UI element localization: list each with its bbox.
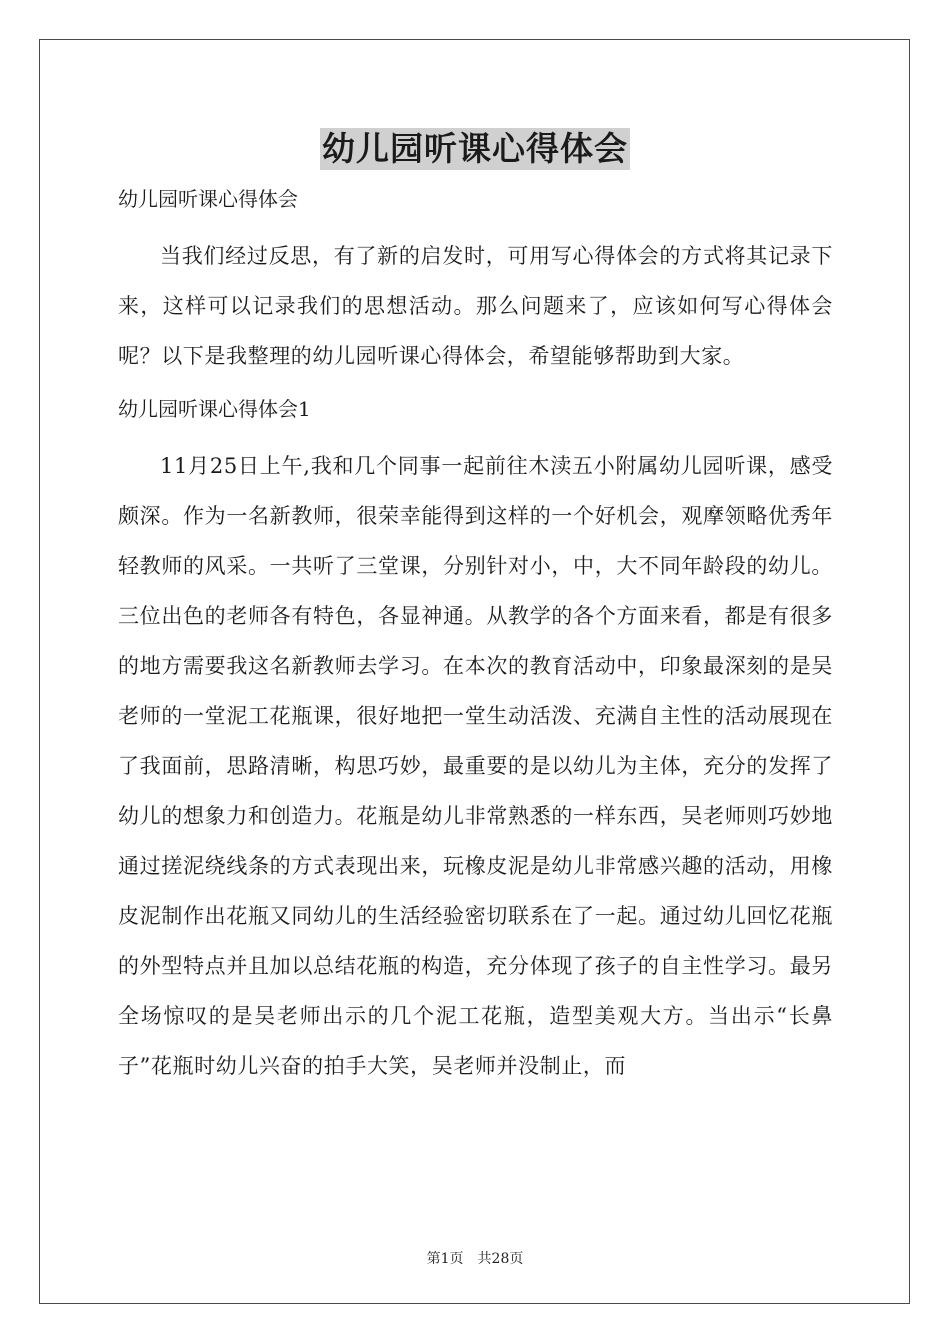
page-footer xyxy=(0,1248,950,1268)
title-block xyxy=(0,128,950,170)
intro-paragraph: 当我们经过反思，有了新的启发时，可用写心得体会的方式将其记录下来，这样可以记录我们的思想活动。那么问题来了，应该如何写心得体会呢？以下是我整理的幼儿园听课心得体会，希望能够帮助到大家。 xyxy=(118,244,833,368)
subheading: 幼儿园听课心得体会 xyxy=(118,187,298,211)
document-title: 幼儿园听课心得体会 xyxy=(322,129,628,168)
section-heading: 幼儿园听课心得体会1 xyxy=(118,397,311,421)
page-number: 第1页 共28页 xyxy=(426,1251,524,1267)
body-paragraph: 11月25日上午,我和几个同事一起前往木渎五小附属幼儿园听课，感受颇深。作为一名新教师，很荣幸能得到这样的一个好机会，观摩领略优秀年轻教师的风采。一共听了三堂课，分别针对小，中，大不同年龄段的幼儿。三位出色的老师各有特色，各显神通。从教学的各个方面来看，都是有很多的地方需要我这名新教师去学习。在本次的教育活动中，印象最深刻的是吴老师的一堂泥工花瓶课，很好地把一堂生动活泼、充满自主性的活动展现在了我面前，思路清晰，构思巧妙，最重要的是以幼儿为主体，充分的发挥了幼儿的想象力和创造力。花瓶是幼儿非常熟悉的一样东西，吴老师则巧妙地通过搓泥绕线条的方式表现出来，玩橡皮泥是幼儿非常感兴趣的活动，用橡皮泥制作出花瓶又同幼儿的生活经验密切联系在了一起。通过幼儿回忆花瓶的外型特点并且加以总结花瓶的构造，充分体现了孩子的自主性学习。最另全场惊叹的是吴老师出示的几个泥工花瓶，造型美观大方。当出示“长鼻子”花瓶时幼儿兴奋的拍手大笑，吴老师并没制止，而 xyxy=(118,454,833,1078)
document-body xyxy=(118,181,833,1091)
